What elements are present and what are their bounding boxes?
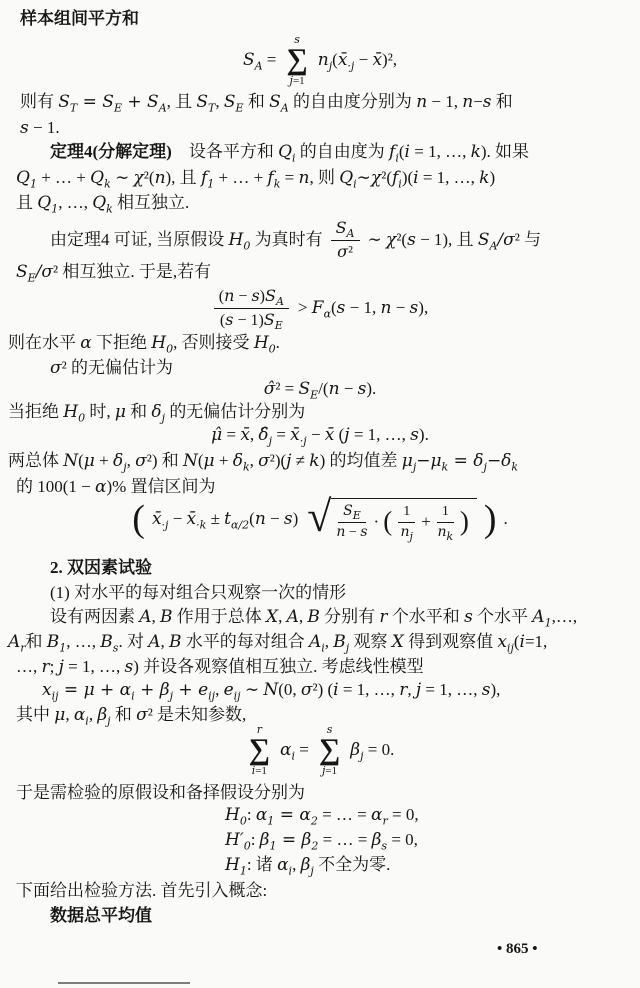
para-reject-h0: 则在水平 α 下拒绝 $H_0$, 否则接受 $H_0$. [8, 333, 280, 356]
sigma-glyph: ∑ [318, 733, 341, 766]
theorem4-line2: $Q_1$ + … + $Q_k$ ∼ χ²(n), 且 $f_1$ + … + $f_k = n$, 则 $Q_i\sim\chi^2(f_i)(i = 1$, …, k) [16, 168, 496, 191]
hypothesis-h1: $H_1$: 诸 $\alpha_i$, $\beta_j$ 不全为零. [225, 855, 391, 878]
formula-between-group-ss [0, 34, 640, 87]
theorem4-title: 定理4(分解定理) [50, 142, 172, 161]
radical-glyph: √ [307, 492, 332, 541]
para-text-after-frac: ∼ χ²(s − 1), 且 $S_A/\sigma^2$ 与 [367, 230, 542, 253]
section-heading-two-factor: 2. 双因素试验 [50, 558, 152, 577]
formula-lhs: $S_A$ = [242, 50, 277, 73]
summation-beta: s ∑ j=1 [318, 723, 341, 777]
text-line-dof2: s − 1. [20, 118, 60, 138]
plus-sign: + [421, 511, 431, 531]
square-root [307, 492, 477, 543]
theorem4-line1 [50, 141, 529, 163]
scan-artifact-line [58, 982, 190, 984]
inline-fraction-sa-sigma2: $\frac{S_A}{\text{σ²}}$ [331, 218, 360, 263]
f-test-fraction: $\frac{(n - s)S_A}{(s - 1)S_E}$ [214, 286, 289, 331]
formula-constraint [0, 724, 640, 777]
para-unbiased-estimator: σ² 的无偏估计为 [50, 358, 173, 378]
para-independence: $S_E/\sigma^2$ 相互独立. 于是,若有 [16, 262, 212, 285]
para-text-before-frac: 由定理4 可证, 当原假设 $H_0$ 为真时有 [50, 230, 323, 253]
constraint-mid: $\alpha_i$ = [280, 740, 309, 763]
f-test-rhs: > $F_\alpha(s - 1$, n − s), [297, 298, 429, 321]
para-setup-line1: 设有两因素 A, B 作用于总体 X, A, B 分别有 r 个水平和 s 个水平 $A_1,\dots$, [50, 607, 578, 630]
formula-linear-model: $x_{ij} = \mu + \alpha_i + \beta_j + e_{ij}$, $e_{ij}$ ∼ N(0, σ²) (i = 1, …, r, j = 1, …, s), [42, 680, 501, 703]
formula-rhs: $n_j(x̄_{\cdot j}$ − x̄)², [317, 50, 398, 73]
para-setup-line2: $A_r$和 $B_1$, …, $B_s$. 对 A, B 水平的每对组合 $A_i$, $B_j$ 观察 X 得到观察值 $x_{ij}(i=1$, [8, 632, 548, 655]
sum-upper-limit: s [294, 33, 300, 46]
formula-estimates: μ̂ = x̄, $\deltâ_j$ = $x̄_{\cdot j}$ − x̄ (j = 1, …, s). [211, 425, 429, 448]
sigma-glyph: ∑ [248, 733, 271, 766]
para-apply-theorem4 [50, 218, 541, 263]
summation-alpha: r ∑ i=1 [248, 723, 271, 777]
inner-close-paren: ) [459, 506, 469, 537]
para-setup-line3: …, r; j = 1, …, s) 并设各观察值相互独立. 考虑线性模型 [16, 657, 424, 677]
inner-open-paren: ( [383, 506, 393, 537]
para-when-reject: 当拒绝 $H_0$ 时, μ 和 $\delta_j$ 的无偏估计分别为 [8, 402, 306, 425]
formula-sigma-hat: σ̂² = $S_E/(n - s)$. [263, 379, 377, 402]
formula-f-test [0, 286, 640, 331]
big-open-paren: ( [132, 498, 145, 541]
formula-confidence-interval [0, 492, 640, 543]
section-heading-between-group-ss: 样本组间平方和 [20, 9, 139, 28]
middle-dot: · [373, 511, 380, 531]
radicand [331, 498, 476, 541]
nk-fraction: $\frac{1}{n_k}$ [437, 504, 454, 543]
para-hypotheses-intro: 于是需检验的原假设和备择假设分别为 [16, 783, 305, 802]
page-number: • 865 • [497, 941, 538, 957]
theorem4-line3: 且 $Q_1$, …, $Q_k$ 相互独立. [16, 193, 190, 216]
sum-lower-limit: j=1 [289, 73, 305, 87]
theorem4-body: 设各平方和 $Q_i$ 的自由度为 $f_i(i = 1$, …, k). 如果 [171, 142, 530, 165]
big-close-paren: ) [483, 498, 497, 541]
para-confidence-level: 的 100(1 − α)% 置信区间为 [16, 477, 216, 497]
ci-tail: . [503, 509, 508, 529]
ci-mean-diff-term: $x̄_{\cdot j}$ − $x̄_{\cdot k} \pm t_{\alpha/2}(n - s)$ [151, 509, 299, 532]
para-unknown-params: 其中 μ, $\alpha_i$, $\beta_j$ 和 σ² 是未知参数, [16, 705, 247, 728]
se-fraction: $\frac{S_E}{n - s}$ [336, 503, 368, 540]
heading-grand-mean: 数据总平均值 [50, 906, 152, 925]
text-line-dof: 则有 $S_T = S_E + S_A$, 且 $S_T$, $S_E$ 和 $S_A$ 的自由度分别为 n − 1, n−s 和 [20, 92, 513, 115]
subsection-one-observation: (1) 对水平的每对组合只观察一次的情形 [50, 583, 347, 602]
constraint-rhs: $\beta_j = 0$. [350, 740, 395, 763]
hypothesis-h0: $H_0$: $\alpha_1 = \alpha_2$ = … = $\alpha_r = 0$, [225, 805, 419, 828]
hypothesis-h0-prime: $H'_0$: $\beta_1 = \beta_2$ = … = $\beta_s = 0$, [225, 830, 418, 853]
para-two-populations: 两总体 $N(\mu + \delta_j$, σ²) 和 $N(\mu + \delta_k$, σ²)(j ≠ k) 的均值差 $\mu_j-\mu_k = \delta_j-\delta_k$ [8, 451, 519, 474]
nj-fraction: $\frac{1}{n_j}$ [398, 503, 415, 541]
sigma-glyph: ∑ [286, 43, 308, 76]
summation-symbol [286, 34, 307, 87]
para-method-intro: 下面给出检验方法. 首先引入概念: [16, 881, 268, 900]
